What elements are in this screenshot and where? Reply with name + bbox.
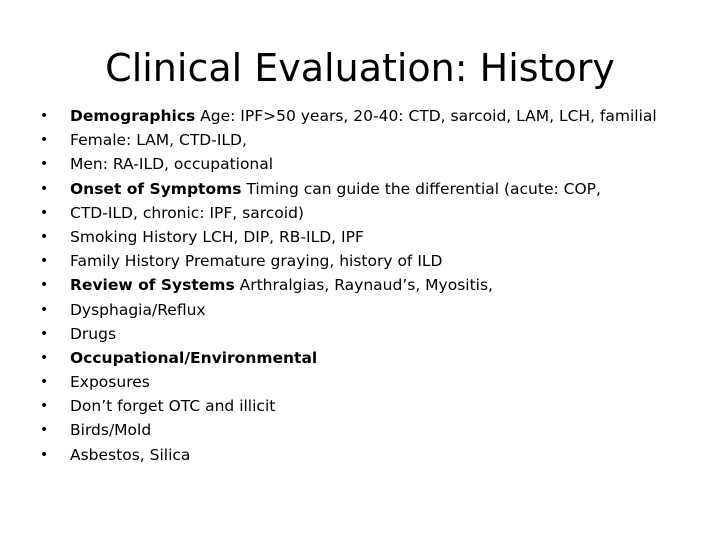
bullet-bold-label: Onset of Symptoms	[70, 179, 242, 198]
bullet-body-text: Don’t forget OTC and illicit	[70, 397, 276, 416]
bullet-list	[40, 104, 720, 467]
bullet-icon: •	[40, 156, 49, 173]
bullet-text	[70, 418, 151, 442]
bullet-icon: •	[40, 253, 49, 270]
bullet-text	[70, 225, 364, 249]
bullet-body-text: Arthralgias, Raynaud’s, Myositis,	[234, 276, 493, 295]
bullet-item	[40, 128, 720, 152]
bullet-text	[70, 346, 317, 370]
bullet-body-text: Exposures	[70, 373, 150, 392]
bullet-item	[40, 273, 720, 297]
bullet-text	[70, 177, 601, 201]
bullet-body-text: Drugs	[70, 324, 117, 343]
bullet-bold-label: Occupational/Environmental	[70, 348, 318, 367]
bullet-body-text: Family History Premature graying, history of ILD	[70, 252, 443, 271]
bullet-text	[70, 249, 442, 273]
bullet-text	[70, 394, 275, 418]
bullet-body-text: CTD-ILD, chronic: IPF, sarcoid)	[70, 203, 304, 222]
bullet-body-text: Dysphagia/Reflux	[70, 300, 206, 319]
bullet-text	[70, 322, 116, 346]
bullet-text	[70, 152, 273, 176]
bullet-item	[40, 370, 720, 394]
bullet-text	[70, 370, 150, 394]
slide-title: Clinical Evaluation: History	[105, 46, 615, 90]
bullet-body-text: Smoking History LCH, DIP, RB-ILD, IPF	[70, 227, 364, 246]
bullet-icon: •	[40, 446, 49, 463]
bullet-item	[40, 177, 720, 201]
bullet-item	[40, 225, 720, 249]
bullet-text	[70, 273, 493, 297]
bullet-icon: •	[40, 398, 49, 415]
bullet-item	[40, 201, 720, 225]
bullet-text	[70, 128, 247, 152]
bullet-icon: •	[40, 180, 49, 197]
bullet-text	[70, 443, 190, 467]
bullet-icon: •	[40, 108, 49, 124]
bullet-text	[70, 104, 657, 128]
bullet-body-text: Timing can guide the differential (acute: COP,	[241, 179, 601, 198]
bullet-body-text: Men: RA-ILD, occupational	[70, 155, 274, 174]
bullet-item	[40, 104, 720, 128]
bullet-icon: •	[40, 325, 49, 342]
bullet-item	[40, 443, 720, 467]
bullet-icon: •	[40, 277, 49, 294]
bullet-icon: •	[40, 228, 49, 245]
bullet-item	[40, 249, 720, 273]
bullet-icon: •	[40, 301, 49, 318]
bullet-bold-label: Review of Systems	[70, 276, 235, 295]
bullet-icon: •	[40, 422, 49, 439]
bullet-item	[40, 394, 720, 418]
bullet-body-text: Female: LAM, CTD-ILD,	[70, 131, 247, 150]
bullet-text	[70, 201, 304, 225]
bullet-item	[40, 346, 720, 370]
bullet-body-text: Age: IPF>50 years, 20-40: CTD, sarcoid, LAM, LCH, familial	[195, 107, 657, 125]
bullet-icon: •	[40, 374, 49, 391]
bullet-icon: •	[40, 349, 49, 366]
bullet-body-text: Asbestos, Silica	[70, 445, 191, 464]
bullet-bold-label: Demographics	[70, 107, 196, 125]
bullet-item	[40, 418, 720, 442]
bullet-item	[40, 152, 720, 176]
bullet-text	[70, 298, 206, 322]
bullet-icon: •	[40, 204, 49, 221]
bullet-item	[40, 322, 720, 346]
bullet-item	[40, 298, 720, 322]
bullet-icon: •	[40, 132, 49, 149]
bullet-body-text: Birds/Mold	[70, 421, 152, 440]
